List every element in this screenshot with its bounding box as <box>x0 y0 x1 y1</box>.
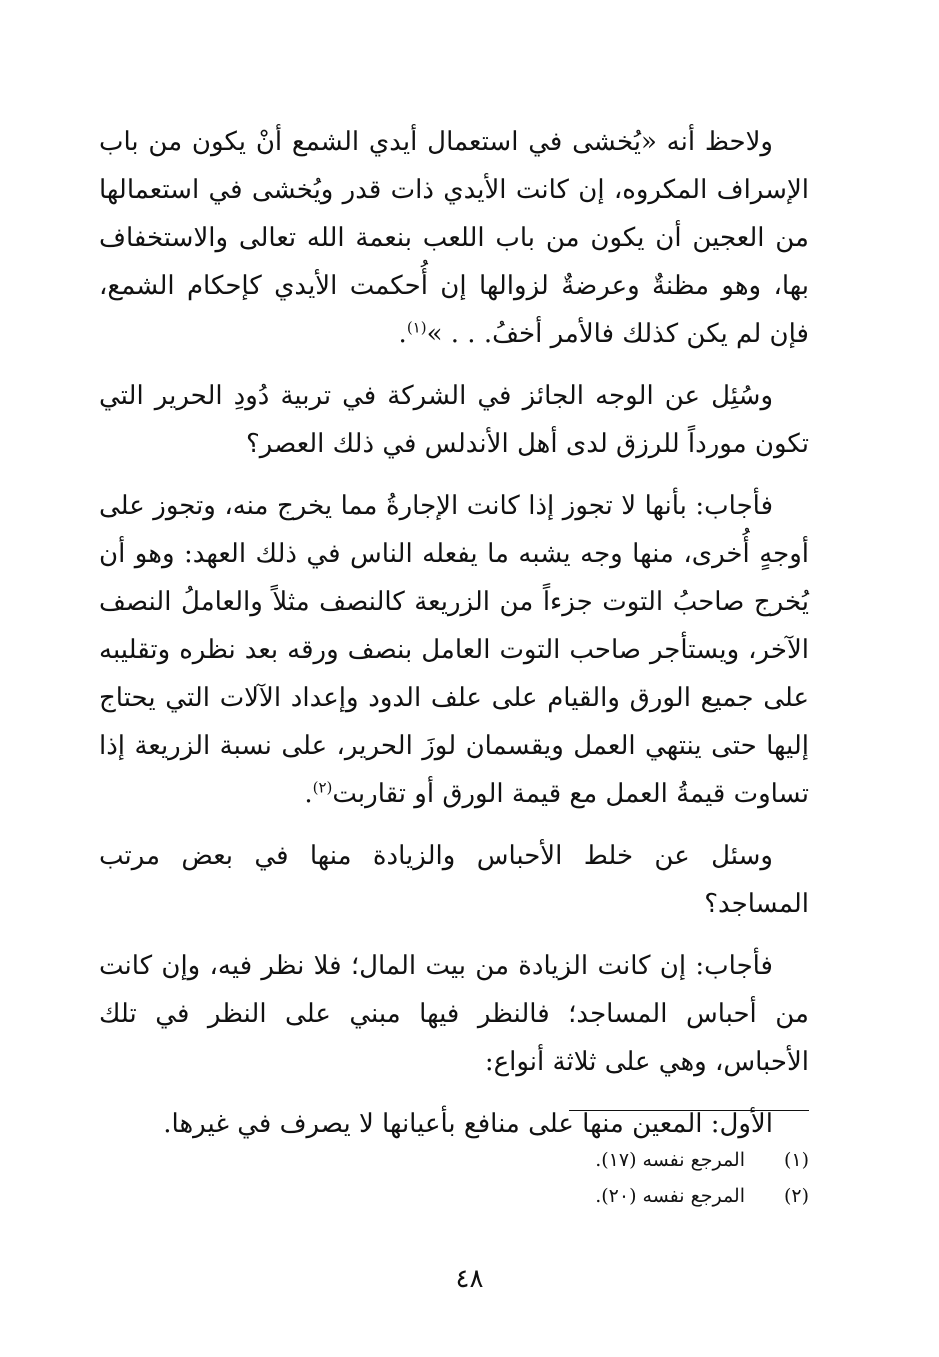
footnote-2-text: المرجع نفسه (٢٠). <box>595 1185 745 1207</box>
footnote-1-number: (١) <box>783 1149 809 1171</box>
footnote-ref-1: (١) <box>406 318 427 337</box>
paragraph-1-text: ولاحظ أنه «يُخشى في استعمال أيدي الشمع أنْ يكون من باب الإسراف المكروه، إن كانت الأيدي ذات قدر ويُخشى في استعمالها من العجين أن يكون من باب اللعب بنعمة الله تعالى والاستخفاف بها، وهو مظنةٌ وعرضةٌ لزوالها إن أُحكمت الأيدي كإحكام الشمع، فإن لم يكن كذلك فالأمر أخفُ. . . » <box>99 127 809 349</box>
footnotes <box>99 1142 809 1214</box>
paragraph-5-text: فأجاب: إن كانت الزيادة من بيت المال؛ فلا نظر فيه، وإن كانت من أحباس المساجد؛ فالنظر فيها مبني على النظر في تلك الأحباس، وهي على ثلاثة أنواع: <box>99 951 809 1077</box>
footnote-1 <box>99 1142 809 1178</box>
page-number: ٤٨ <box>455 1264 484 1294</box>
paragraph-4 <box>99 832 809 928</box>
footnote-separator <box>569 1110 809 1111</box>
paragraph-2-text: وسُئِل عن الوجه الجائز في الشركة في تربية دُودِ الحرير التي تكون مورداً للرزق لدى أهل الأندلس في ذلك العصر؟ <box>99 381 809 459</box>
paragraph-2 <box>99 372 809 468</box>
paragraph-1 <box>99 118 809 358</box>
footnote-2 <box>99 1178 809 1214</box>
main-text <box>99 118 809 1162</box>
paragraph-3 <box>99 482 809 818</box>
footnote-2-number: (٢) <box>783 1185 809 1207</box>
paragraph-5 <box>99 942 809 1086</box>
paragraph-3-text: فأجاب: بأنها لا تجوز إذا كانت الإجارةُ مما يخرج منه، وتجوز على أوجهٍ أُخرى، منها وجه يشبه ما يفعله الناس في ذلك العهد: وهو أن يُخرج صاحبُ التوت جزءاً من الزريعة كالنصف مثلاً والعاملُ النصف الآخر، ويستأجر صاحب التوت العامل بنصف ورقه بعد نظره وتقليبه على جميع الورق والقيام على علف الدود وإعداد الآلات التي يحتاج إليها حتى ينتهي العمل ويقسمان لوزَ الحرير، على نسبة الزريعة إذا تساوت قيمةُ العمل مع قيمة الورق أو تقاربت <box>99 491 809 809</box>
paragraph-4-text: وسئل عن خلط الأحباس والزيادة منها في بعض مرتب المساجد؟ <box>99 841 809 919</box>
paragraph-6-text: الأول: المعين منها على منافع بأعيانها لا يصرف في غيرها. <box>163 1109 773 1139</box>
footnote-ref-2: (٢) <box>312 778 333 797</box>
footnote-1-text: المرجع نفسه (١٧). <box>595 1149 745 1171</box>
paragraph-1-tail: . <box>398 319 407 349</box>
paragraph-3-tail: . <box>304 779 313 809</box>
paragraph-6 <box>99 1100 809 1148</box>
